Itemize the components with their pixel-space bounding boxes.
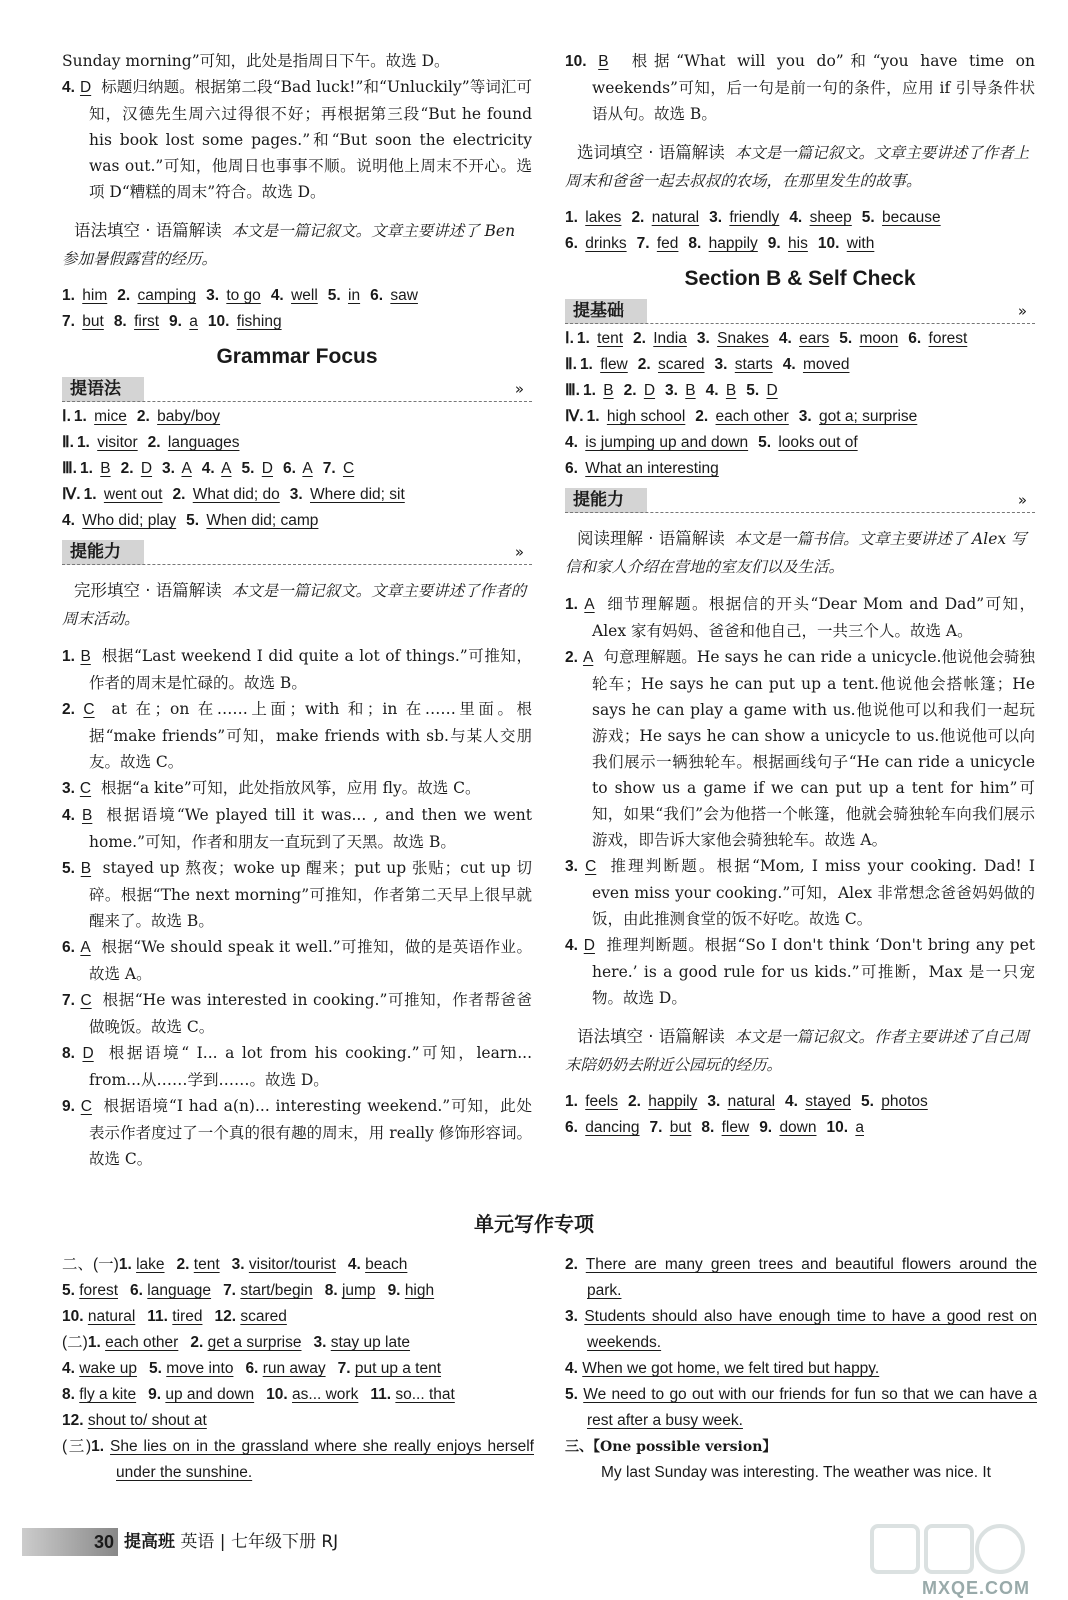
passage-intro: 阅读理解 · 语篇解读 本文是一篇书信。文章主要讲述了 Alex 写信和家人介绍在营地的室友们以及生活。 (565, 529, 1027, 576)
section-bar: 提基础 » (565, 299, 1035, 324)
book-title: 提高班 英语 | 七年级下册 RJ (124, 1532, 339, 1552)
sentence-item: 4. When we got home, we felt tired but happy. (565, 1360, 880, 1377)
answer: 9. high (387, 1282, 435, 1299)
answer: 1. him (62, 287, 108, 304)
answer: 3. stay up late (313, 1334, 411, 1351)
chevron-right-icon: » (1017, 491, 1027, 509)
answer: 5. looks out of (758, 434, 858, 451)
explanation-item: 4. D 推理判断题。根据“So I don't think ‘Don't bring any pet here.’ is a good rule for us kids.”可推断，Max 是一只宠物。故选 D。 (565, 936, 1035, 1007)
answer: 8. first (113, 313, 160, 330)
answer: 4. ears (778, 330, 830, 347)
answer: 3. Where did; sit (289, 486, 405, 503)
answer: 3. starts (714, 356, 773, 373)
answer: 2. D (120, 460, 153, 477)
answer: 10. a (826, 1119, 864, 1136)
answer-row (565, 231, 1035, 257)
answer-row (565, 205, 1035, 231)
answer-row (565, 456, 1035, 482)
answer: 4. beach (347, 1256, 408, 1273)
answer: 4. sheep (789, 209, 852, 226)
answer: 11. tired (147, 1308, 203, 1325)
answer-row (62, 1278, 534, 1304)
answer: 5. D (746, 382, 778, 399)
answer: 9. up and down (148, 1386, 255, 1403)
chevron-right-icon: » (1017, 302, 1027, 320)
page-number: 30 (22, 1528, 118, 1556)
answer: 10. with (817, 235, 875, 252)
answer-row: Ⅳ. 1. high school 2. each other 3. got a; surprise (565, 408, 918, 425)
answer: 8. flew (701, 1119, 750, 1136)
answer: 2. baby/boy (136, 408, 221, 425)
watermark-text: MXQE.COM (921, 1578, 1030, 1598)
answer: 4. Who did; play (62, 512, 177, 529)
answer-row (62, 1382, 534, 1408)
answer: 4. wake up (62, 1360, 137, 1377)
explanation-item: 5. B stayed up 熬夜；woke up 醒来；put up 张贴；cut up 切碎。根据“The next morning”可推知，作者第二天早上很早就醒来了。故选 B。 (62, 859, 532, 930)
answer: 9. down (759, 1119, 817, 1136)
version-label: 三、【One possible version】 (565, 1439, 777, 1455)
answer: 2. camping (117, 287, 197, 304)
explanation-item: 7. C 根据“He was interested in cooking.”可推知，作者帮爸爸做晚饭。故选 C。 (62, 991, 532, 1036)
passage-intro: 选词填空 · 语篇解读 本文是一篇记叙文。文章主要讲述了作者上周末和爸爸一起去叔叔的农场，在那里发生的故事。 (565, 143, 1030, 190)
answer: 4. is jumping up and down (565, 434, 749, 451)
answer: 1. flew (579, 356, 628, 373)
sentence-item: 2. There are many green trees and beautiful flowers around the park. (565, 1256, 1037, 1299)
explanation-item: 1. A 细节理解题。根据信的开头“Dear Mom and Dad”可知，Alex 家有妈妈、爸爸和他自己，一共三个人。故选 A。 (565, 595, 1035, 640)
answer: 1. visitor (76, 434, 138, 451)
answer: 2. scared (637, 356, 705, 373)
explanation-item: 1. B 根据“Last weekend I did quite a lot of things.”可推知，作者的周末是忙碌的。故选 B。 (62, 647, 532, 692)
answer: 4. stayed (785, 1093, 851, 1110)
answer: 12. shout to/ shout at (62, 1412, 207, 1429)
answer: 9. his (767, 235, 808, 252)
answer: 1. feels (565, 1093, 618, 1110)
answer: 7. but (62, 313, 104, 330)
answer: 11. so... that (370, 1386, 455, 1403)
answer: 2. D (623, 382, 656, 399)
explanation-item: 8. D 根据语境“ I... a lot from his cooking.”可知，learn... from...从……学到……。故选 D。 (62, 1044, 532, 1089)
answer: 4. B (705, 382, 737, 399)
answer: 7. put up a tent (337, 1360, 442, 1377)
answer: 1. high school (586, 408, 686, 425)
answer: 1. mice (73, 408, 127, 425)
answer: 4. well (270, 287, 318, 304)
answer: 1. B (583, 382, 614, 399)
answer: 1. B (80, 460, 111, 477)
answer-row (62, 508, 532, 534)
explanation-list (565, 591, 1035, 1011)
answer: 6. What an interesting (565, 460, 719, 477)
answer-row (565, 1115, 1035, 1141)
answer: 5. When did; camp (186, 512, 319, 529)
answer-row: Ⅱ. 1. visitor 2. languages (62, 434, 240, 451)
answer: 5. moon (839, 330, 899, 347)
passage-intro: 完形填空 · 语篇解读 本文是一篇记叙文。文章主要讲述了作者的周末活动。 (62, 581, 527, 628)
answer-row: Ⅲ. 1. B 2. D 3. A 4. A 5. D 6. A 7. C (62, 460, 355, 477)
answer: 1. lake (118, 1256, 165, 1273)
explanation-item: 9. C 根据语境“I had a(n)... interesting weekend.”可知，此处表示作者度过了一个真的很有趣的周末，用 really 修饰形容词。故选 C。 (62, 1097, 532, 1168)
answer: 6. forest (908, 330, 968, 347)
right-column (565, 48, 1035, 1141)
answer: 7. start/begin (223, 1282, 313, 1299)
explanation-item: 6. A 根据“We should speak it well.”可推知，做的是英语作业。故选 A。 (62, 938, 532, 983)
answer: 2. natural (631, 209, 700, 226)
answer: 2. happily (628, 1093, 698, 1110)
answer: 7. but (649, 1119, 692, 1136)
answer: 2. each other (695, 408, 789, 425)
answer-row (62, 1408, 534, 1434)
answer: 3. natural (707, 1093, 776, 1110)
answer-row (62, 1304, 534, 1330)
answer-list (565, 1089, 1035, 1141)
section-bar: 提能力 » (565, 488, 1035, 513)
answer-row (62, 309, 532, 335)
section-bar: 提语法 » (62, 377, 532, 402)
answer-row: Ⅲ. 1. B 2. D 3. B 4. B 5. D (565, 382, 778, 399)
answer: 5. D (241, 460, 273, 477)
answer: 6. A (282, 460, 313, 477)
answer-list (565, 205, 1035, 257)
answer-row: (二)1. each other 2. get a surprise 3. stay up late (62, 1334, 411, 1351)
sentence-item: (三)1. She lies on in the grassland where she really enjoys herself under the sunshine. (62, 1438, 534, 1481)
answer: 8. jump (324, 1282, 376, 1299)
answer-row (62, 283, 532, 309)
answer: 10. fishing (207, 313, 282, 330)
section-title: Grammar Focus (216, 345, 378, 368)
answer: 3. to go (206, 287, 261, 304)
passage-intro: 语法填空 · 语篇解读 本文是一篇记叙文。文章主要讲述了 Ben 参加暑假露营的经历。 (62, 221, 516, 268)
sentence-item: 5. We need to go out with our friends for fun so that we can have a rest after a busy week. (565, 1386, 1037, 1429)
answer: 6. dancing (565, 1119, 640, 1136)
answer: 3. B (665, 382, 696, 399)
explanation-item: 3. C 推理判断题。根据“Mom, I miss your cooking. Dad! I even miss your cooking.”可知，Alex 非常想念爸爸妈妈做的饭，由此推测食堂的饭不好吃。故选 C。 (565, 857, 1036, 928)
answer: 3. visitor/tourist (231, 1256, 336, 1273)
answer: 1. lakes (565, 209, 622, 226)
explanation-list (62, 643, 532, 1172)
answer: 9. a (169, 313, 198, 330)
answer-row: Ⅰ. 1. mice 2. baby/boy (62, 408, 221, 425)
explanation-item: 10. B 根据“What will you do”和“you have time on weekends”可知，后一句是前一句的条件，应用 if 引导条件状语从句。故选 B。 (565, 52, 1035, 123)
answer: 4. moved (782, 356, 850, 373)
answer-row (62, 1356, 534, 1382)
answer-row (565, 430, 1035, 456)
explanation-item: 4. D 标题归纳题。根据第二段“Bad luck!”和“Unluckily”等词汇可知，汉德先生周六过得很不好；再根据第三段“But he found his book lost some pages.”和“But soon the electricity was out.”可知，他周日也事事不顺。说明他上周末不开心。选项 D“糟糕的周末”符合。故选 D。 (62, 78, 533, 201)
answer: 3. friendly (709, 209, 780, 226)
answer-row: Ⅳ. 1. went out 2. What did; do 3. Where did; sit (62, 486, 405, 503)
answer: 2. languages (147, 434, 240, 451)
writing-left (62, 1252, 534, 1486)
answer: 5. because (861, 209, 941, 226)
answer: 10. natural (62, 1308, 136, 1325)
answer: 5. photos (860, 1093, 928, 1110)
answer-row: 二、(一)1. lake 2. tent 3. visitor/tourist 4. beach (62, 1256, 408, 1273)
answer: 12. scared (214, 1308, 287, 1325)
answer-table (62, 404, 532, 534)
answer: 5. forest (62, 1282, 119, 1299)
watermark-logo (868, 1520, 1028, 1582)
explanation-item: 4. B 根据语境“We played till it was... , and then we went home.”可知，作者和朋友一直玩到了天黑。故选 B。 (62, 806, 532, 851)
answer: 2. tent (176, 1256, 220, 1273)
answer-row (565, 1089, 1035, 1115)
answer: 6. language (130, 1282, 212, 1299)
answer: 6. run away (245, 1360, 326, 1377)
answer: 5. in (327, 287, 361, 304)
answer: 5. move into (148, 1360, 234, 1377)
version-text: My last Sunday was interesting. The weather was nice. It (601, 1464, 991, 1481)
answer: 1. went out (83, 486, 163, 503)
answer: 1. tent (576, 330, 623, 347)
section-bar: 提能力 » (62, 540, 532, 565)
section-title: Section B & Self Check (684, 267, 916, 290)
answer-row: Ⅰ. 1. tent 2. India 3. Snakes 4. ears 5. moon 6. forest (565, 330, 968, 347)
explanation-item: 2. C at 在；on 在……上面；with 和；in 在……里面。根据“make friends”可知，make friends with sb.与某人交朋友。故选 C。 (62, 700, 532, 771)
answer: 6. drinks (565, 235, 627, 252)
sentence-item: 3. Students should also have enough time to have a good rest on weekends. (565, 1308, 1037, 1351)
chevron-right-icon: » (514, 543, 524, 561)
answer: 2. get a surprise (190, 1334, 302, 1351)
answer: 10. as... work (266, 1386, 359, 1403)
writing-right (565, 1252, 1037, 1486)
passage-intro: 语法填空 · 语篇解读 本文是一篇记叙文。作者主要讲述了自己周末陪奶奶去附近公园玩的经历。 (565, 1027, 1030, 1074)
answer: 3. got a; surprise (798, 408, 918, 425)
answer: 7. fed (636, 235, 679, 252)
left-column (62, 48, 532, 1172)
writing-section-title: 单元写作专项 (474, 1212, 594, 1236)
answer-row: Ⅱ. 1. flew 2. scared 3. starts 4. moved (565, 356, 850, 373)
answer: 2. What did; do (172, 486, 280, 503)
answer: 6. saw (370, 287, 418, 304)
answer: 8. happily (688, 235, 758, 252)
answer: 8. fly a kite (62, 1386, 137, 1403)
answer: 2. India (633, 330, 687, 347)
answer-table (565, 326, 1035, 482)
answer: 3. Snakes (696, 330, 769, 347)
answer: 1. each other (87, 1334, 179, 1351)
answer: 3. A (162, 460, 192, 477)
answer: 7. C (322, 460, 355, 477)
explanation-item: 3. C 根据“a kite”可知，此处指放风筝，应用 fly。故选 C。 (62, 779, 481, 797)
answer: 4. A (201, 460, 232, 477)
continued-text: Sunday morning”可知，此处是指周日下午。故选 D。 (62, 52, 450, 70)
explanation-item: 2. A 句意理解题。He says he can ride a unicycle.他说他会骑独轮车；He says he can put up a tent.他说他会搭帐篷；He says he can play a game with us.他说他可以和我们一起玩游戏；He says he can show a unicycle to us.他说他可以向我们展示一辆独轮车。根据画线句子“He can ride a unicycle to show us a game if we can put up a tent for him”可知，如果“我们”会为他搭一个帐篷，他就会骑独轮车向我们展示游戏，即告诉大家他会骑独轮车。故选 A。 (565, 648, 1035, 849)
answer-list (62, 283, 532, 335)
chevron-right-icon: » (514, 380, 524, 398)
